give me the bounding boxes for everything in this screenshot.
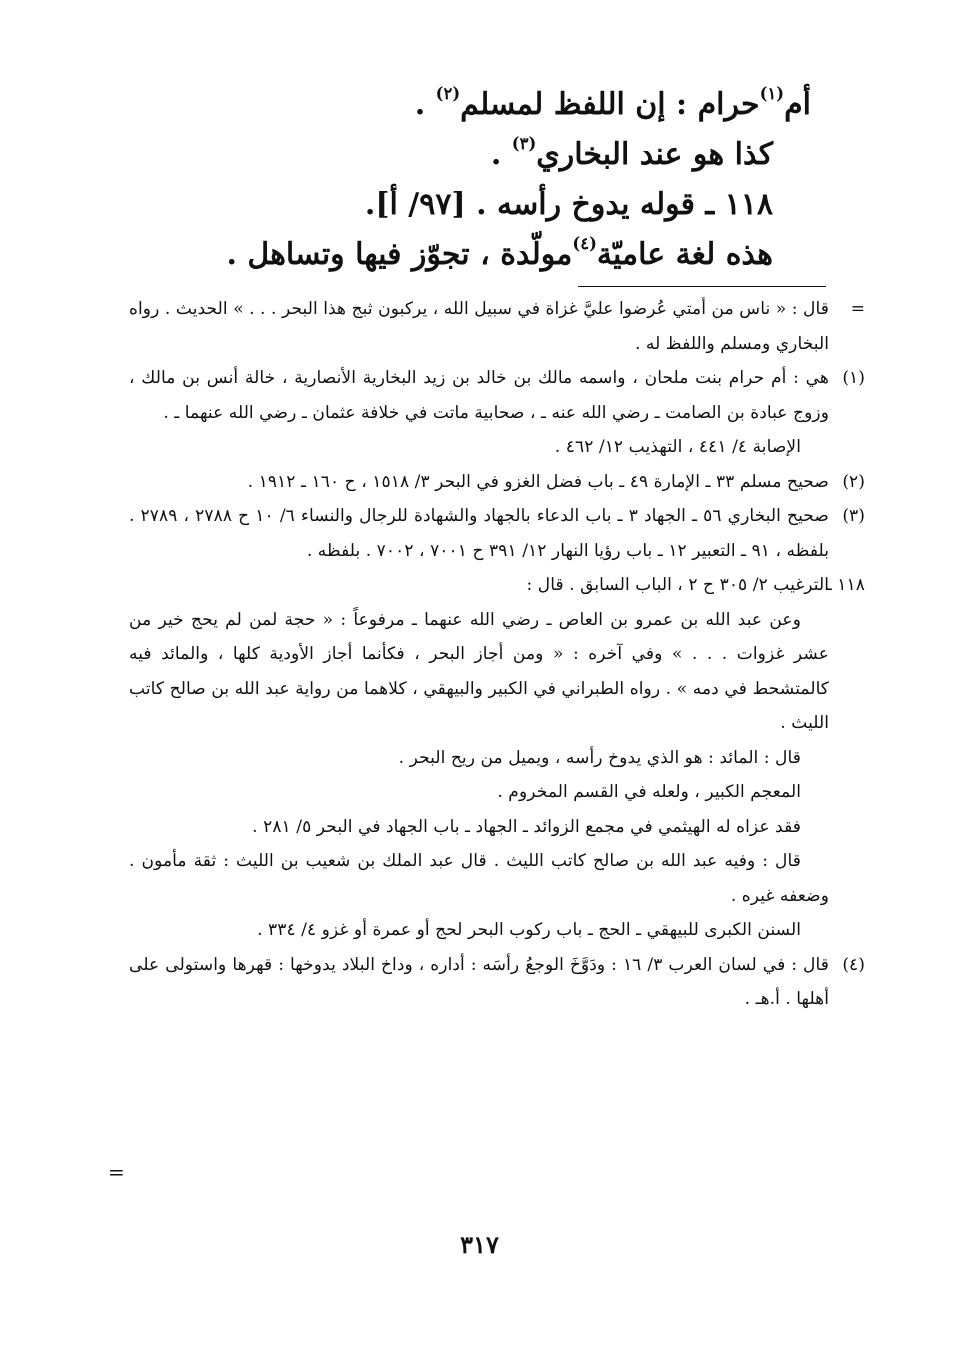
main-line-1-a: أم bbox=[784, 87, 811, 122]
footnote-1-number: (١) bbox=[842, 368, 865, 388]
footnote-4-text: قال : في لسان العرب ٣/ ١٦ : ودَوَّخَ الوجعُ رأسَه : أداره ، وداخ البلاد يدوخها : قهرها واستولى على أهلها . أ.هـ . bbox=[129, 954, 829, 1009]
footnote-118-text: الترغيب ٢/ ٣٠٥ ح ٢ ، الباب السابق . قال : bbox=[526, 575, 829, 595]
footnote-3-text: صحيح البخاري ٥٦ ـ الجهاد ٣ ـ باب الدعاء بالجهاد والشهادة للرجال والنساء ٦/ ١٠ ح ٢٧٨٨ ، ٢٧٨٩ . بلفظه ، ٩١ ـ التعبير ١٢ ـ باب رؤيا النهار ١٢/ ٣٩١ ح ٧٠٠١ ، ٧٠٠٢ . بلفظه . bbox=[129, 506, 829, 561]
main-line-4 bbox=[111, 230, 773, 280]
main-line-1 bbox=[111, 80, 811, 130]
footnote-2 bbox=[129, 465, 865, 500]
footnote-1 bbox=[129, 361, 865, 465]
footnote-118-paragraph-2: قال : المائد : هو الذي يدوخ رأسه ، ويميل من ريح البحر . bbox=[398, 747, 801, 768]
footnote-118-paragraph-6: السنن الكبرى للبيهقي ـ الحج ـ باب ركوب البحر لحج أو عمرة أو غزو ٤/ ٣٣٤ . bbox=[257, 920, 801, 940]
footnote-1-text: هي : أم حرام بنت ملحان ، واسمه مالك بن خالد بن زيد البخارية الأنصارية ، خالة أنس بن مالك ، وزوج عبادة بن الصامت ـ رضي الله عنه ـ ، صحابية ماتت في خلافة عثمان ـ رضي الله عنهما ـ . bbox=[129, 368, 829, 423]
footnote-ref-3: (٣) bbox=[511, 134, 537, 154]
main-text bbox=[111, 80, 811, 280]
footnote-separator bbox=[578, 286, 826, 287]
page-number: ٣١٧ bbox=[460, 1230, 499, 1259]
footnote-1-reference: الإصابة ٤/ ٤٤١ ، التهذيب ١٢/ ٤٦٢ . bbox=[554, 437, 801, 457]
footnote-118-paragraph-4: فقد عزاه له الهيثمي في مجمع الزوائد ـ الجهاد ـ باب الجهاد في البحر ٥/ ٢٨١ . bbox=[252, 816, 801, 837]
footnote-2-text: صحيح مسلم ٣٣ ـ الإمارة ٤٩ ـ باب فضل الغزو في البحر ٣/ ١٥١٨ ، ح ١٦٠ ـ ١٩١٢ . bbox=[247, 471, 829, 492]
footnote-3 bbox=[129, 499, 865, 568]
footnote-118-paragraph-1: وعن عبد الله بن عمرو بن العاص ـ رضي الله عنهما ـ مرفوعاً : « حجة لمن لم يحج خير من عشر غزوات . . . » وفي آخره : « ومن أجاز البحر ، فكأنما أجاز الأودية كلها ، والمائد فيه كالمتشحط في دمه » . رواه الطبراني في الكبير والبيهقي ، كلاهما من رواية عبد الله بن صالح كاتب الليث . bbox=[129, 609, 829, 733]
footnote-118 bbox=[129, 568, 865, 948]
main-line-1-b: حرام : إن اللفظ لمسلم bbox=[460, 87, 760, 122]
footnote-4 bbox=[129, 948, 865, 1017]
main-line-1-c: . bbox=[414, 87, 436, 122]
footnote-3-number: (٣) bbox=[842, 506, 865, 526]
footnote-118-paragraph-3: المعجم الكبير ، ولعله في القسم المخروم . bbox=[497, 782, 801, 802]
footnotes bbox=[129, 292, 865, 1017]
footnote-118-number: ١١٨ ـ bbox=[826, 575, 865, 595]
main-line-4-b: مولّدة ، تجوّز فيها وتساهل . bbox=[226, 237, 573, 272]
main-line-3: ١١٨ ـ قوله يدوخ رأسه . [٩٧/ أ]. bbox=[364, 187, 773, 222]
footnote-ref-4: (٤) bbox=[572, 234, 597, 254]
continued-marker: = bbox=[108, 1160, 125, 1184]
footnote-2-number: (٢) bbox=[842, 471, 865, 492]
main-line-2-a: كذا هو عند البخاري bbox=[536, 137, 773, 172]
footnote-4-number: (٤) bbox=[842, 954, 865, 975]
main-line-2-b: . bbox=[490, 137, 512, 172]
footnote-continuation-text: قال : « ناس من أمتي عُرضوا عليَّ غزاة في سبيل الله ، يركبون ثبج هذا البحر . . . » الحديث . رواه البخاري ومسلم واللفظ له . bbox=[129, 299, 829, 354]
footnote-ref-1: (١) bbox=[759, 84, 785, 104]
main-line-4-a: هذه لغة عاميّة bbox=[596, 237, 773, 272]
footnote-ref-2: (٢) bbox=[435, 84, 461, 104]
main-line-2 bbox=[111, 130, 773, 180]
footnote-118-paragraph-5: قال : وفيه عبد الله بن صالح كاتب الليث . قال عبد الملك بن شعيب بن الليث : ثقة مأمون . وضعفه غيره . bbox=[129, 851, 829, 906]
continuation-marker: = bbox=[850, 299, 865, 319]
footnote-continuation bbox=[129, 292, 865, 361]
